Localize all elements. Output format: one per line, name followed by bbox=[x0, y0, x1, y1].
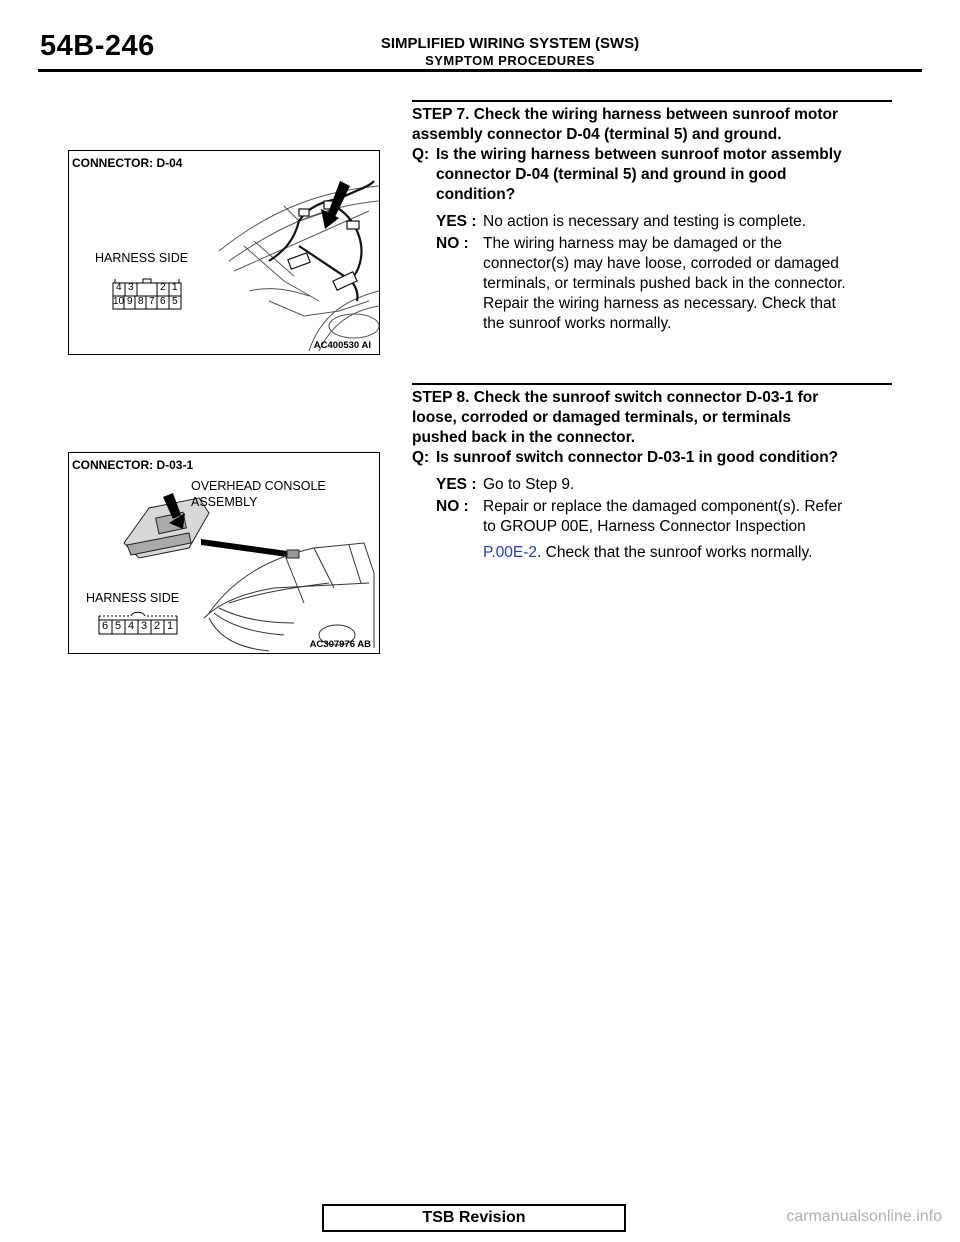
pin-label: 3 bbox=[128, 282, 134, 293]
pin-label: 6 bbox=[102, 620, 109, 632]
step-8-question bbox=[412, 448, 902, 468]
no-text-line: to GROUP 00E, Harness Connector Inspection bbox=[483, 518, 806, 535]
figure-connector-d04 bbox=[68, 150, 380, 355]
question-label: Q: bbox=[412, 146, 430, 163]
pin-label: 1 bbox=[167, 620, 174, 632]
pin-label: 8 bbox=[138, 296, 144, 307]
question-line: condition? bbox=[436, 186, 516, 203]
step-7-question bbox=[412, 145, 902, 205]
pin-label: 3 bbox=[141, 620, 148, 632]
section-subtitle: SYMPTOM PROCEDURES bbox=[425, 53, 595, 68]
figure-connector-d03-1 bbox=[68, 452, 380, 654]
header-rule bbox=[38, 69, 922, 72]
step-8-yes bbox=[412, 475, 902, 495]
figure-caption: CONNECTOR: D-03-1 bbox=[72, 458, 194, 472]
pin-label: 4 bbox=[128, 620, 135, 632]
question-line: Is the wiring harness between sunroof motor assembly bbox=[436, 146, 842, 163]
step-7-no bbox=[412, 234, 902, 334]
figure-caption: CONNECTOR: D-04 bbox=[72, 156, 183, 170]
no-text-line: terminals, or terminals pushed back in the connector. bbox=[483, 275, 846, 292]
step-8-rule bbox=[412, 383, 892, 385]
pin-label: 2 bbox=[160, 282, 166, 293]
figure-code: AC307976 AB bbox=[309, 639, 371, 650]
pin-label: 6 bbox=[160, 296, 166, 307]
pin-label: 1 bbox=[172, 282, 178, 293]
yes-text: No action is necessary and testing is complete. bbox=[483, 213, 807, 230]
no-text-rest: . Check that the sunroof works normally. bbox=[537, 544, 813, 561]
pin-label: 5 bbox=[172, 296, 178, 307]
pin-label: 4 bbox=[116, 282, 122, 293]
step-7-heading-line1: STEP 7. Check the wiring harness between sunroof motor bbox=[412, 106, 839, 123]
tsb-revision-label: TSB Revision bbox=[422, 1209, 526, 1226]
step-7-yes bbox=[412, 212, 902, 232]
no-label: NO : bbox=[436, 498, 469, 515]
pin-label: 7 bbox=[149, 296, 155, 307]
component-label-line2: ASSEMBLY bbox=[191, 495, 258, 509]
pin-label: 2 bbox=[154, 620, 161, 632]
step-8-heading-line2: loose, corroded or damaged terminals, or terminals bbox=[412, 409, 791, 426]
section-title: SIMPLIFIED WIRING SYSTEM (SWS) bbox=[380, 35, 640, 52]
pin-label: 9 bbox=[127, 296, 133, 307]
reference-link[interactable]: P.00E-2 bbox=[483, 544, 538, 561]
question-label: Q: bbox=[412, 449, 430, 466]
question-line: connector D-04 (terminal 5) and ground in good bbox=[436, 166, 787, 183]
page-number: 54B-246 bbox=[40, 30, 155, 62]
step-7 bbox=[412, 105, 902, 334]
step-8 bbox=[412, 388, 902, 563]
question-line: Is sunroof switch connector D-03-1 in good condition? bbox=[436, 449, 839, 466]
yes-label: YES : bbox=[436, 213, 477, 230]
step-8-heading-line1: STEP 8. Check the sunroof switch connector D-03-1 for bbox=[412, 389, 819, 406]
step-8-no bbox=[412, 497, 902, 563]
yes-text: Go to Step 9. bbox=[483, 476, 575, 493]
pin-label: 10 bbox=[113, 296, 125, 307]
harness-side-label: HARNESS SIDE bbox=[86, 591, 180, 605]
pin-label: 5 bbox=[115, 620, 122, 632]
no-text-line: Repair or replace the damaged component(s). Refer bbox=[483, 498, 843, 515]
step-7-rule bbox=[412, 100, 892, 102]
component-label: OVERHEAD CONSOLE bbox=[191, 479, 326, 493]
step-8-heading-line3: pushed back in the connector. bbox=[412, 429, 636, 446]
no-text-line: connector(s) may have loose, corroded or damaged bbox=[483, 255, 839, 272]
figure-code: AC400530 AI bbox=[313, 340, 371, 351]
no-text-line-with-link bbox=[483, 543, 902, 563]
no-label: NO : bbox=[436, 235, 469, 252]
harness-side-label: HARNESS SIDE bbox=[95, 251, 189, 265]
no-text-line: Repair the wiring harness as necessary. Check that bbox=[483, 295, 836, 312]
no-text-line: The wiring harness may be damaged or the bbox=[483, 235, 782, 252]
no-text-line: the sunroof works normally. bbox=[483, 315, 672, 332]
yes-label: YES : bbox=[436, 476, 477, 493]
watermark: carmanualsonline.info bbox=[786, 1208, 942, 1225]
step-7-heading-line2: assembly connector D-04 (terminal 5) and ground. bbox=[412, 126, 782, 143]
